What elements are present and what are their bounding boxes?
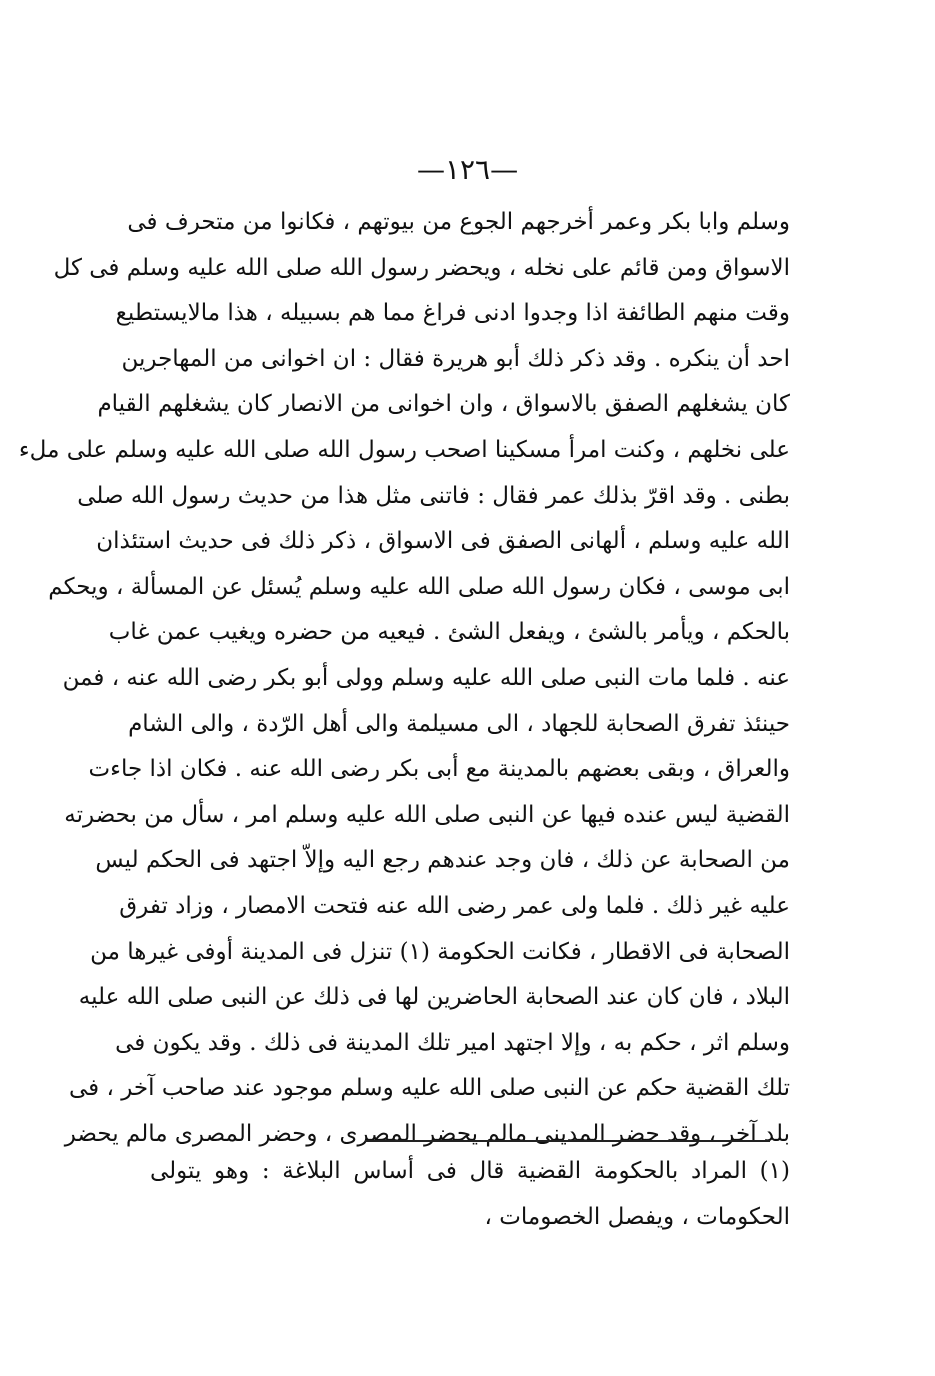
- text-line: من الصحابة عن ذلك ، فان وجد عندهم رجع اليه وإلاّ اجتهد فى الحكم ليس: [95, 847, 790, 874]
- text-line: بطنى . وقد اقرّ بذلك عمر فقال : فاتنى مثل هذا من حديث رسول الله صلى: [77, 482, 790, 509]
- text-line: وسلم وابا بكر وعمر أخرجهم الجوع من بيوتهم ، فكانوا من متحرف فى: [127, 209, 790, 235]
- page-number: —١٢٦—: [416, 153, 519, 186]
- text-line: حينئذ تفرق الصحابة للجهاد ، الى مسيلمة والى أهل الرّدة ، والى الشام: [128, 710, 790, 737]
- text-line: عليه غير ذلك . فلما ولى عمر رضى الله عنه فتحت الامصار ، وزاد تفرق: [119, 892, 790, 919]
- text-line: تلك القضية حكم عن النبى صلى الله عليه وسلم موجود عند صاحب آخر ، فى: [69, 1075, 790, 1102]
- text-line: وسلم اثر ، حكم به ، وإلا اجتهد امير تلك المدينة فى ذلك . وقد يكون فى: [115, 1029, 790, 1056]
- text-line: وقت منهم الطائفة اذا وجدوا ادنى فراغ مما هم بسبيله ، هذا مالايستطيع: [115, 300, 790, 327]
- text-line: ابى موسى ، فكان رسول الله صلى الله عليه وسلم يُسئل عن المسألة ، ويحكم: [48, 573, 790, 600]
- footnote-line: (١) المراد بالحكومة القضية قال فى أساس البلاغة : وهو يتولى: [150, 1158, 790, 1184]
- text-line: الله عليه وسلم ، ألهانى الصفق فى الاسواق ، ذكر ذلك فى حديث استئذان: [96, 528, 790, 555]
- text-line: كان يشغلهم الصفق بالاسواق ، وان اخوانى من الانصار كان يشغلهم القيام: [97, 391, 790, 418]
- text-line: على نخلهم ، وكنت امرأ مسكينا اصحب رسول الله صلى الله عليه وسلم على ملء: [18, 436, 790, 463]
- text-line: عنه . فلما مات النبى صلى الله عليه وسلم وولى أبو بكر رضى الله عنه ، فمن: [62, 664, 790, 691]
- text-line: الصحابة فى الاقطار ، فكانت الحكومة (١) تنزل فى المدينة أوفى غيرها من: [90, 938, 790, 965]
- text-line: بلد آخر ، وقد حضر المدينى مالم يحضر المصرى ، وحضر المصرى مالم يحضر: [64, 1120, 790, 1147]
- text-line: القضية ليس عنده فيها عن النبى صلى الله عليه وسلم امر ، سأل من بحضرته: [64, 801, 790, 828]
- footnote-separator: [365, 1140, 770, 1142]
- text-line: البلاد ، فان كان عند الصحابة الحاضرين لها فى ذلك عن النبى صلى الله عليه: [78, 984, 790, 1011]
- footnote: [150, 1148, 790, 1240]
- body-text: [18, 200, 790, 1157]
- footnote-line: الحكومات ، ويفصل الخصومات ،: [484, 1204, 790, 1230]
- text-line: الاسواق ومن قائم على نخله ، ويحضر رسول الله صلى الله عليه وسلم فى كل: [53, 254, 790, 281]
- text-line: احد أن ينكره . وقد ذكر ذلك أبو هريرة فقال : ان اخوانى من المهاجرين: [121, 345, 790, 372]
- text-line: والعراق ، وبقى بعضهم بالمدينة مع أبى بكر رضى الله عنه . فكان اذا جاءت: [88, 756, 790, 783]
- text-line: بالحكم ، ويأمر بالشئ ، ويفعل الشئ . فيعيه من حضره ويغيب عمن غاب: [108, 619, 790, 646]
